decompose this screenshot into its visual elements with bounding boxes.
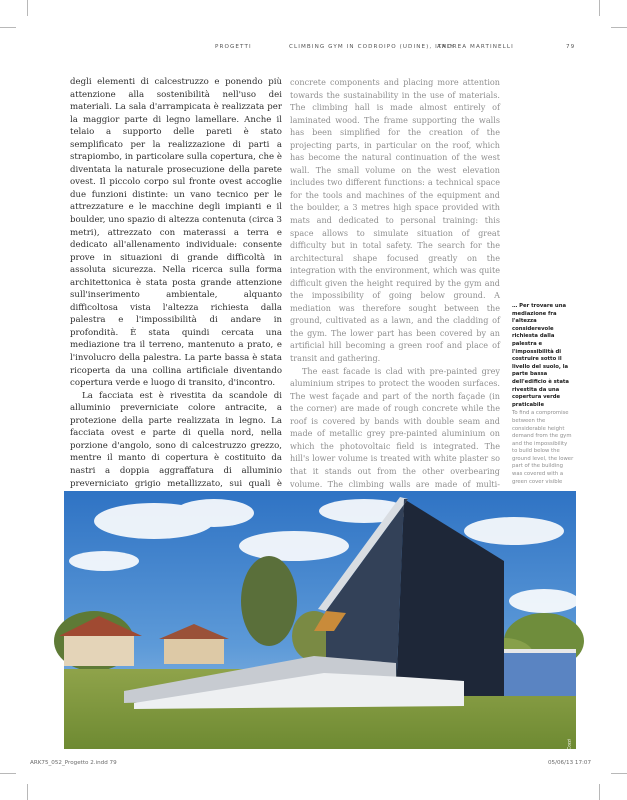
annex-roof [504, 649, 576, 653]
footer-datetime: 05/06/13 17:07 [548, 760, 592, 766]
sidebar-caption-english: To find a compromise between the considerable height demand from the gym and the impossibility to build below the ground level, the lower part of the building was covered with a green cover visible [512, 410, 574, 485]
running-header [0, 44, 627, 56]
english-column [290, 76, 500, 553]
italian-paragraph-1: degli elementi di calcestruzzo e ponendo più attenzione alla sostenibilità nell'uso dei materiali. La sala d'arrampicata è realizzata per la maggior parte di legno lamellare. Anche il telaio a supporto delle pareti è stato semplificato per la realizzazione di parti a strapiombo, in particolare sulla copertura, che è diventata la naturale prosecuzione della parete ovest. Il piccolo corpo sul fronte ovest accoglie due funzioni distinte: un vano tecnico per le attrezzature e le macchine degli impianti e il boulder, uno spazio di altezza contenuta (circa 3 metri), attrezzato con materassi a terra e dedicato all'allenamento individuale: consente prove in situazioni di grande difficoltà in assoluta sicurezza. Nella ricerca sulla forma architettonica è stata posta grande attenzione sull'inserimento ambientale, alquanto difficoltosa vista l'altezza richiesta dalla palestra e l'impossibilità di andare in profondità. È stata quindi cercata una mediazione tra il terreno, mantenuto a prato, e l'involucro della palestra. La parte bassa è stata ricoperta da una collina artificiale diventando copertura verde e luogo di transito, d'incontro. [70, 77, 282, 389]
header-author: ANDREA MARTINELLI [437, 44, 514, 50]
climbing-gym-illustration [64, 491, 576, 749]
crop-mark [0, 27, 16, 28]
crop-mark [27, 0, 28, 16]
crop-mark [599, 0, 600, 16]
photo-credit: Beppe Cozzi [567, 739, 572, 764]
header-title: CLIMBING GYM IN CODROIPO (UDINE), ITALY [289, 44, 455, 50]
crop-mark [599, 784, 600, 800]
crop-mark [611, 27, 627, 28]
english-paragraph-2: The east facade is clad with pre-painted grey aluminium stripes to protect the wooden surfaces. The west façade and part of the north façade (in the corner) are made of rough concrete while the roof is covered by bands with double seam and made of metallic grey pre-painted aluminium on which the photovoltaic field is integrated. The hill's lower volume is treated with white plaster so that it stands out from the other overbearing volume. The climbing walls are made of multi- [290, 365, 500, 489]
crop-mark [0, 773, 16, 774]
italian-paragraph-2-text: La facciata est è rivestita da scandole di alluminio preverniciate colore antracite, a protezione della parte realizzata in legno. La facciata ovest e parte di quella nord, nella porzione d'angolo, sono di calcestruzzo grezzo, mentre il manto di copertura è costituito da nastri a doppia aggraffatura di alluminio preverniciato grigio metallizzato, sui quali è [70, 390, 282, 489]
footer-file: ARK75_052_Progetto 2.indd 79 [30, 760, 117, 766]
page-number: 79 [566, 44, 576, 50]
sidebar-caption-italian: … Per trovare una mediazione fra l'altezza considerevole richiesta dalla palestra e l'impossibilità di costruire sotto il livello del suolo, la parte bassa dell'edificio è stata rivestita da una copertura verde praticabile [512, 303, 570, 408]
annex [504, 651, 576, 696]
crop-mark [27, 784, 28, 800]
english-paragraph-1: concrete components and placing more attention towards the sustainability in the use of materials. The climbing hall is made almost entirely of laminated wood. The frame supporting the walls has been simplified for the creation of the projecting parts, in particular on the roof, which has become the natural continuation of the west wall. The small volume on the west elevation includes two different functions: a technical space for the tools and machines of the equipment and the boulder, a 3 metres high space provided with mats and dedicated to personal training: this space allows to simulate situation of great difficulty but in total safety. The search for the architectural shape focused greatly on the integration with the environment, which was quite difficult given the height required by the gym and the impossibility of going below ground. A mediation was therefore sought between the ground, cultivated as a lawn, and the cladding of the gym. The lower part has been covered by an artificial hill becoming a green roof and place of transit and gathering. [290, 77, 500, 364]
sidebar-caption [512, 303, 574, 486]
building-photo [64, 491, 576, 764]
crop-mark [611, 773, 627, 774]
header-section: PROGETTI [215, 44, 252, 50]
